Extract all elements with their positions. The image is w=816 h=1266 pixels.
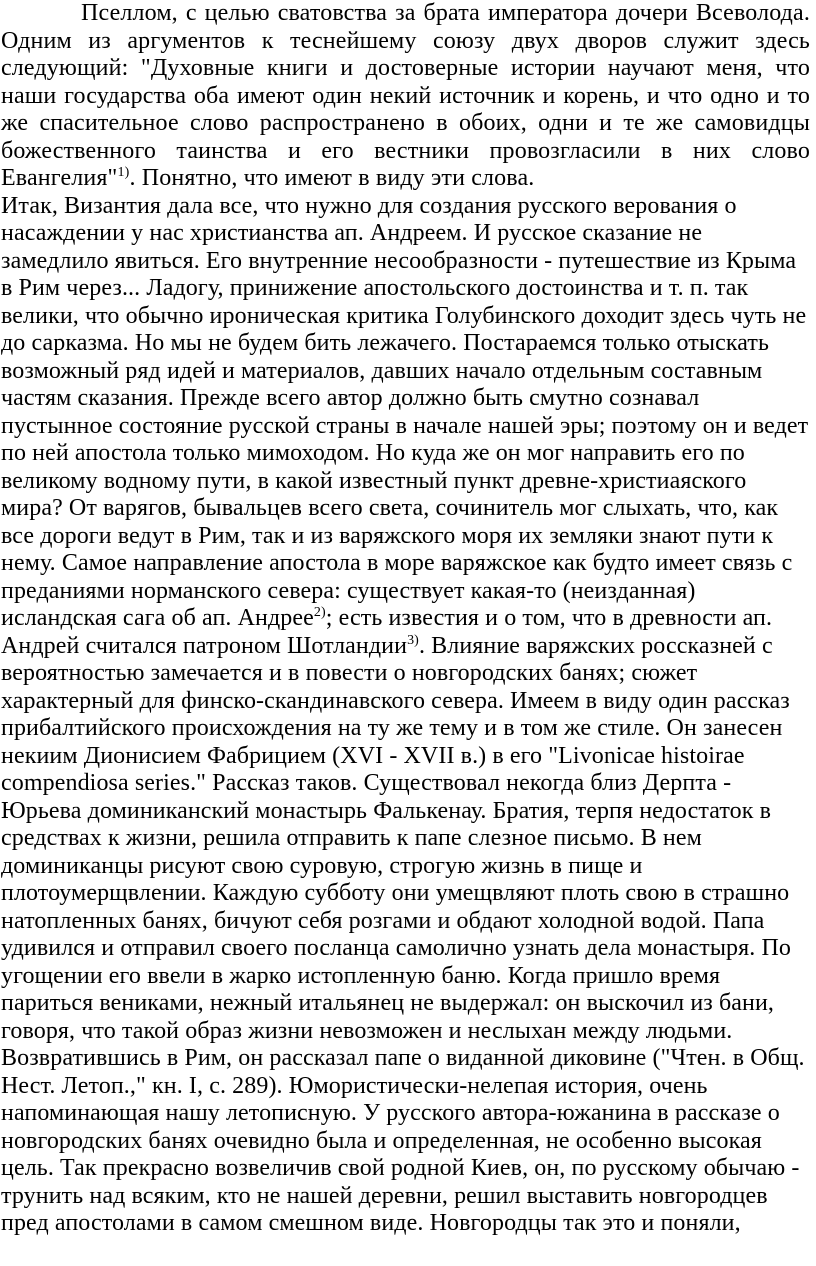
paragraph-2 [1, 193, 810, 1238]
footnote-ref-2: 2) [313, 605, 326, 620]
footnote-ref-3: 3) [407, 632, 419, 648]
paragraph-1-text-2: . Понятно, что имеют в виду эти слова. [129, 165, 535, 191]
paragraph-1-text-1: Пселлом, с целью сватовства за брата императора дочери Всеволода. Одним из аргументов к теснейшему союзу двух дворов служит здесь следующий: "Духовные книги и достоверные истории научают меня, что наши государства оба имеют один некий источник и корень, и что одно и то же спасительное слово распространено в обоих, одни и те же самовидцы божественного таинства и его вестники провозгласили в них слово Евангелия" [1, 0, 810, 191]
paragraph-2-text-1: Итак, Византия дала все, что нужно для создания русского верования о насаждении у нас христианства ап. Андреем. И русское сказание не замедлило явиться. Его внутренние несообразности - путешествие из Крыма в Рим через... Ладогу, принижение апостольского достоинства и т. п. так велики, что обычно ироническая критика Голубинского доходит здесь чуть не до сарказма. Но мы не будем бить лежачего. Постараемся только отыскать возможный ряд идей и материалов, давших начало отдельным составным частям сказания. Прежде всего автор должно быть смутно сознавал пустынное состояние русской страны в начале нашей эры; поэтому он и ведет по ней апостола только мимоходом. Но куда же он мог направить его по великому водному пути, в какой известный пункт древне-христиаяского мира? От варягов, бывальцев всего света, сочинитель мог слыхать, что, как все дороги ведут в Рим, так и из варяжского моря их земляки знают пути к нему. Самое направление апостола в море варяжское как будто имеет связь с преданиями норманского севера: существует какая-то (неизданная) исландская сага об ап. Андрее [1, 192, 809, 631]
footnote-ref-1: 1) [117, 165, 130, 180]
paragraph-1 [1, 0, 810, 193]
paragraph-2-text-2: ; есть известия и о том, что в древности ап. Андрей считался патроном Шотландии [1, 605, 773, 659]
paragraph-2-text-3: . Влияние варяжских россказней с вероятностью замечается и в повести о новгородских банях; сюжет характерный для финско-скандинавского севера. Имеем в виду один рассказ прибалтийского происхождения на ту же тему и в том же стиле. Он занесен некиим Дионисием Фабрицием (XVI - XVII в.) в его "Livonicae histoirae compendiosa series." Рассказ таков. Существовал некогда близ Дерпта - Юрьева доминиканский монастырь Фалькенау. Братия, терпя недостаток в средствах к жизни, решила отправить к папе слезное письмо. В нем доминиканцы рисуют свою суровую, строгую жизнь в пище и плотоумерщвлении. Каждую субботу они умещвляют плоть свою в страшно натопленных банях, бичуют себя розгами и обдают холодной водой. Папа удивился и отправил своего посланца самолично узнать дела монастыря. По угощении его ввели в жарко истопленную баню. Когда пришло время париться вениками, нежный итальянец не выдержал: он выскочил из бани, говоря, что такой образ жизни невозможен и неслыхан между людьми. Возвратившись в Рим, он рассказал папе о виданной диковине ("Чтен. в Общ. Нест. Летоп.," кн. I, с. 289). Юмористически-нелепая история, очень напоминающая нашу летописную. У русского автора-южанина в рассказе о новгородских банях очевидно была и определенная, не особенно высокая цель. Так прекрасно возвеличив свой родной Киев, он, по русскому обычаю - трунить над всяким, кто не нашей деревни, решил выставить новгородцев пред апостолами в самом смешном виде. Новгородцы так это и поняли, [1, 632, 805, 1236]
